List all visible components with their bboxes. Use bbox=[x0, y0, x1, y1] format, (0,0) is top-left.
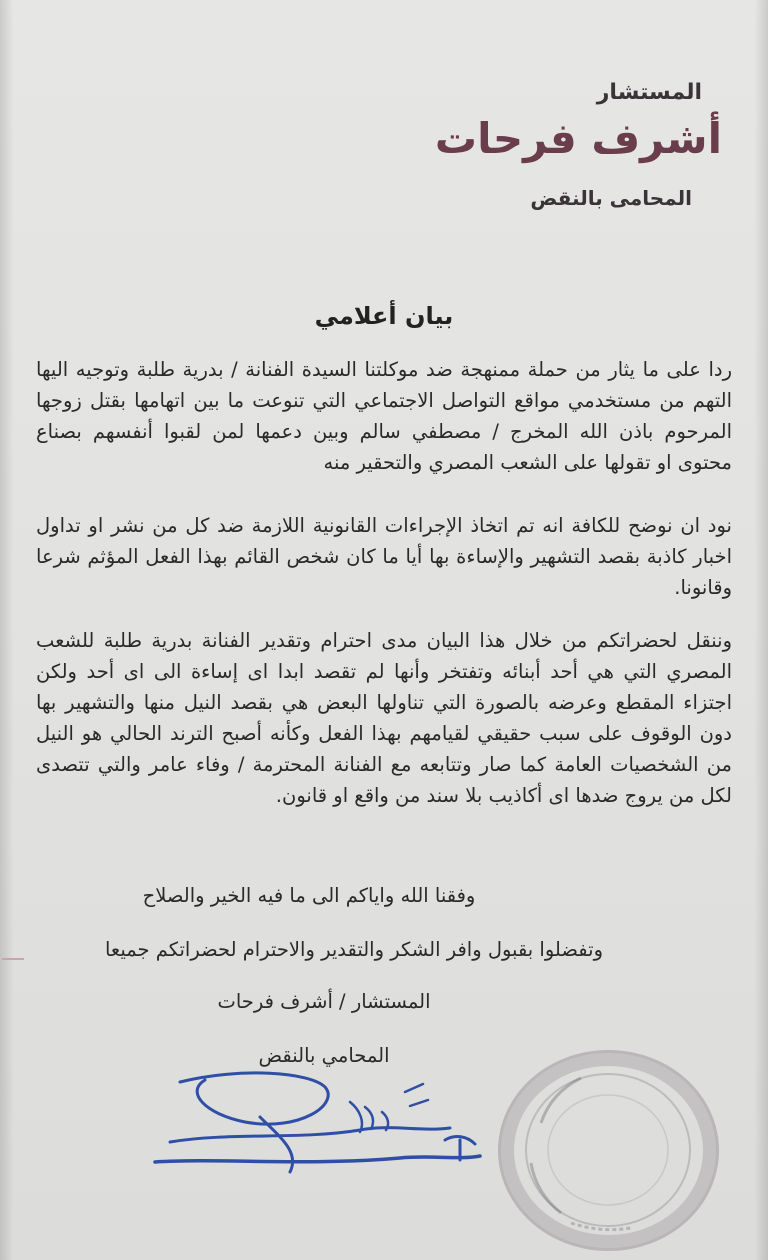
letterhead-name: أشرف فرحات bbox=[434, 114, 722, 163]
letterhead-subtitle: المحامى بالنقض bbox=[530, 186, 692, 210]
closing-title: المحامي بالنقض bbox=[258, 1044, 390, 1067]
paragraph-3: وننقل لحضراتكم من خلال هذا البيان مدى احترام وتقدير الفنانة بدرية طلبة للشعب المصري التي هي أحد أبنائه وتفتخر وأنها لم تقصد ابدا اى إساءة الى اى أحد ولكن اجتزاء المقطع وعرضه بالصورة التي تناولها البعض هي بقصد النيل منها والتشهير بها دون الوقوف على سبب حقيقي لقيامهم بهذا الفعل وكأنه أصبح الترند الحالي هو النيل من الشخصيات العامة كما صار وتتابعه مع الفنانة المحترمة / وفاء عامر والتي تتصدى لكل من يروج ضدها اى أكاذيب بلا سند من واقع او قانون. bbox=[36, 629, 732, 807]
official-stamp-icon bbox=[498, 1050, 719, 1251]
paragraph-1: ردا على ما يثار من حملة ممنهجة ضد موكلتنا السيدة الفنانة / بدرية طلبة وتوجيه اليها التهم من مستخدمي مواقع التواصل الاجتماعي التي تنوعت ما بين اتهامها بقتل زوجها المرحوم باذن الله المخرج / مصطفي سالم وبين دعمها لمن لقبوا أنفسهم بصناع محتوى او تقولها على الشعب المصري والتحقير منه bbox=[36, 358, 732, 474]
closing-signatory: المستشار / أشرف فرحات bbox=[217, 990, 431, 1013]
page-edge-shadow-right bbox=[754, 0, 768, 1260]
document-heading: بيان أعلامي bbox=[314, 302, 454, 330]
page-edge-shadow-left bbox=[0, 0, 14, 1260]
signature-icon bbox=[150, 1062, 490, 1192]
stamp-ring-icon bbox=[501, 1053, 716, 1248]
closing-line-1: وفقنا الله واياكم الى ما فيه الخير والصلاح bbox=[142, 884, 476, 907]
letterhead-title: المستشار bbox=[596, 80, 702, 105]
closing-line-2: وتفضلوا بقبول وافر الشكر والتقدير والاحترام لحضراتكم جميعا bbox=[104, 938, 603, 961]
paragraph-2: نود ان نوضح للكافة انه تم اتخاذ الإجراءات القانونية اللازمة ضد كل من نشر او تداول اخبار كاذبة بقصد التشهير والإساءة بها أيا ما كان شخص القائم بهذا الفعل المؤثم شرعا وقانونا. bbox=[36, 514, 732, 599]
